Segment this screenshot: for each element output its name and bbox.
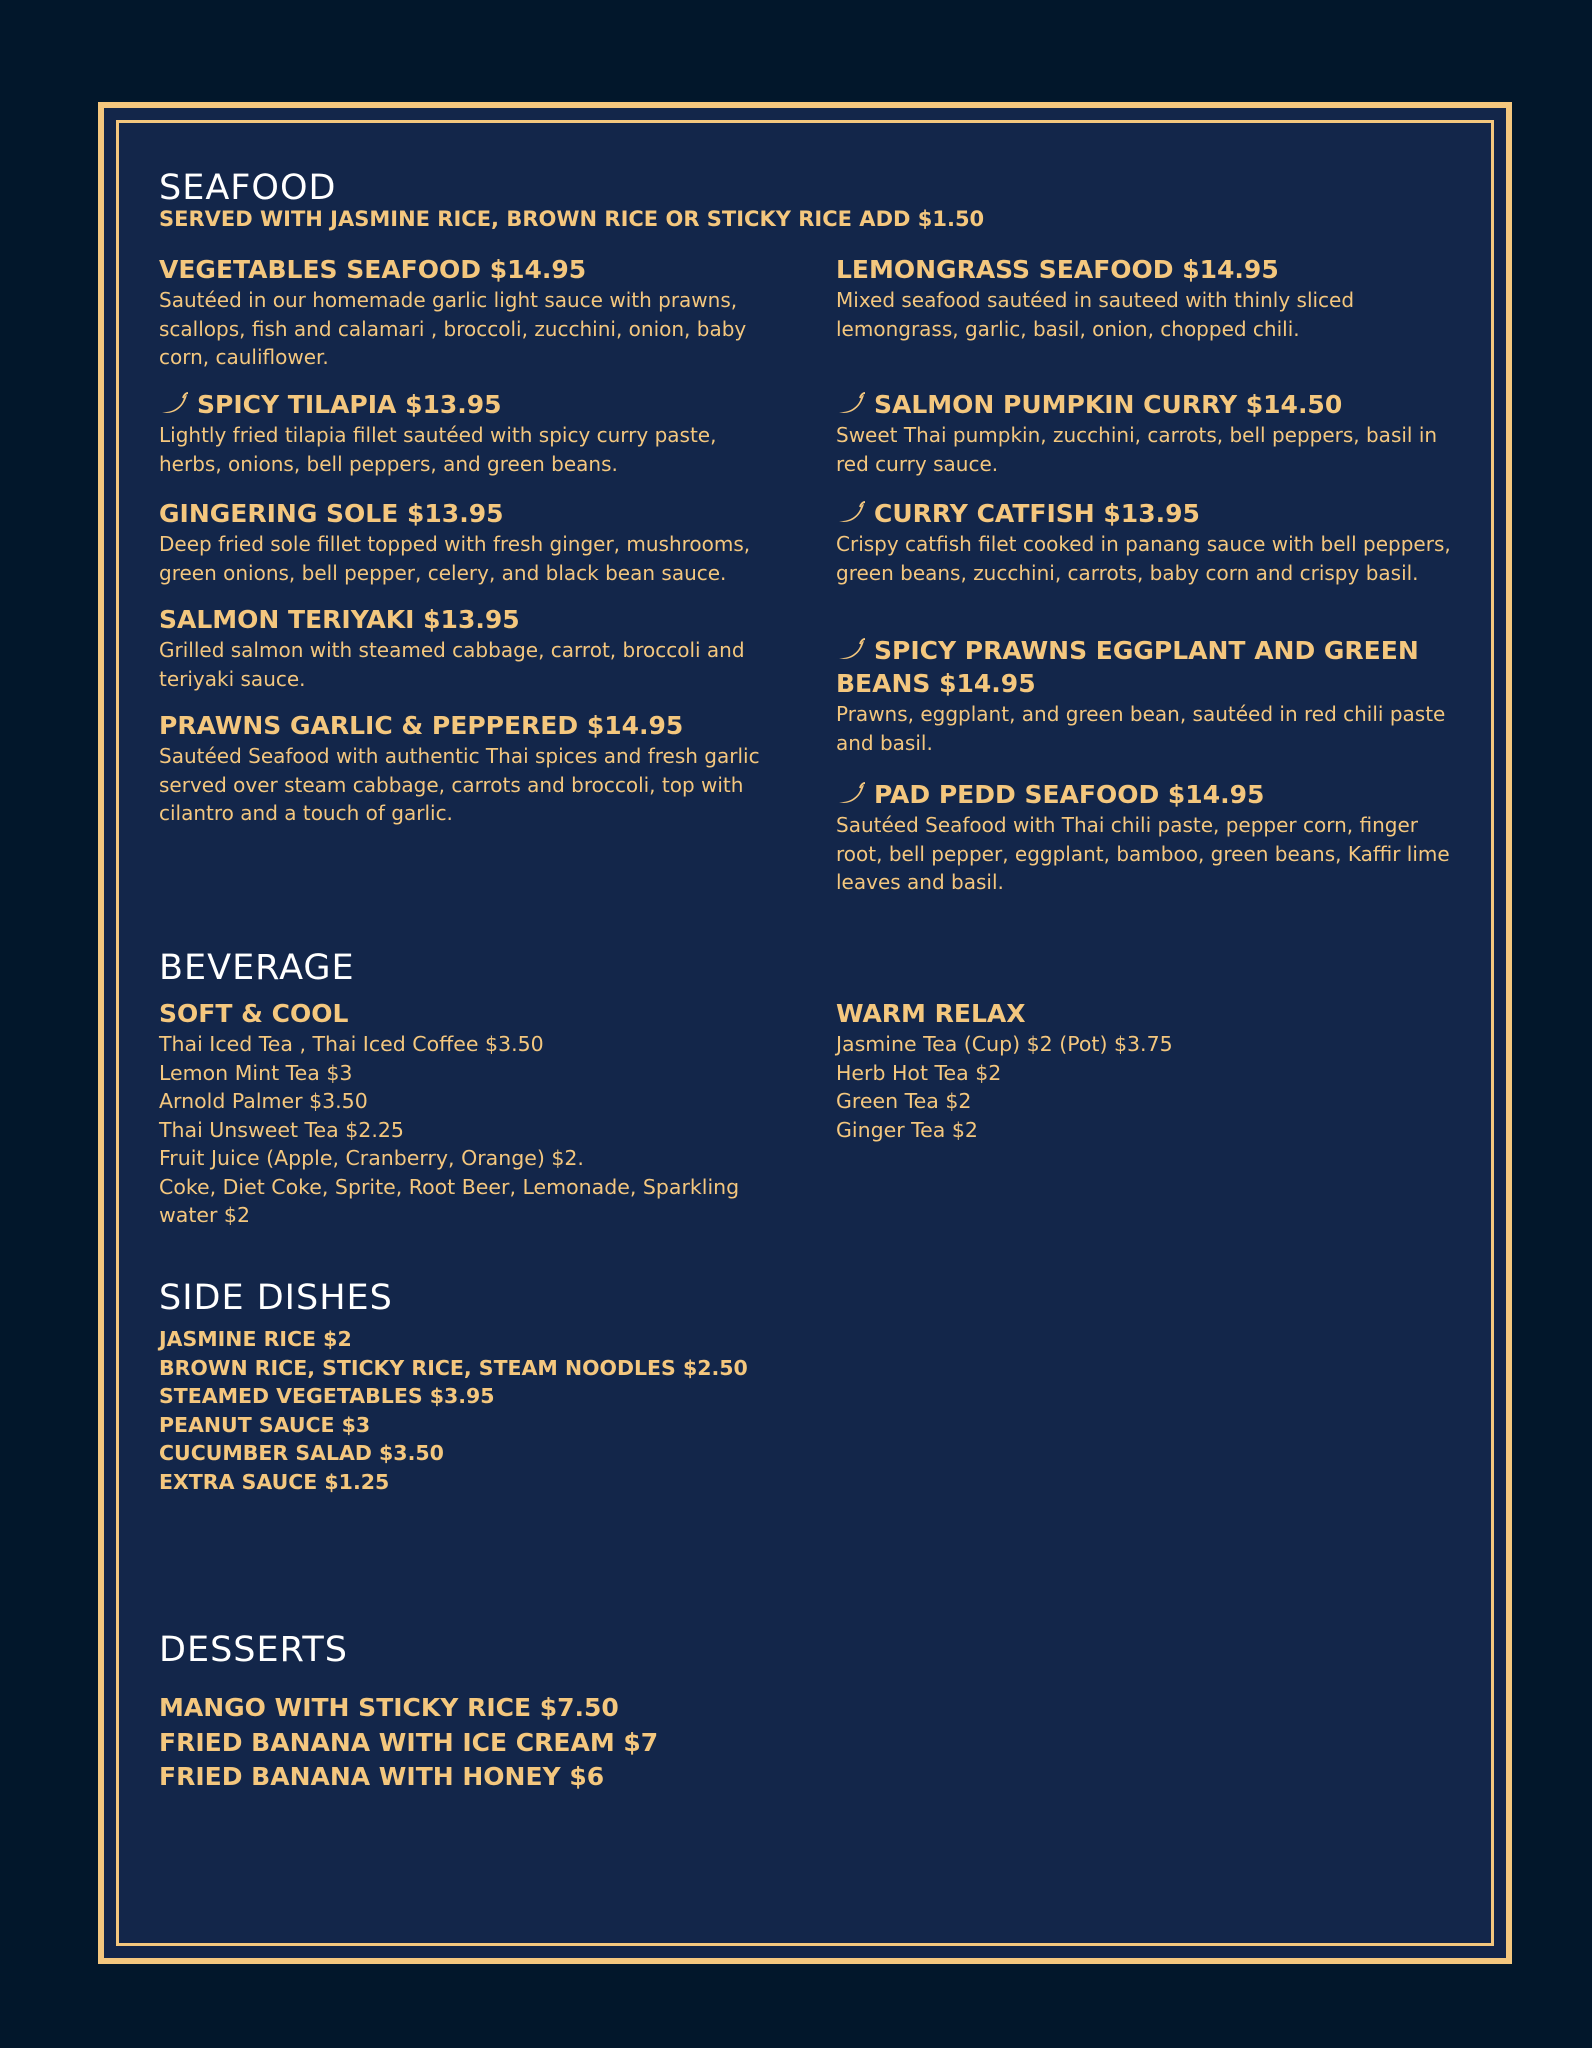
- list-item: Arnold Palmer $3.50: [159, 1089, 368, 1113]
- item-name: SPICY PRAWNS EGGPLANT AND GREEN BEANS $14.95: [836, 636, 1419, 698]
- list-item: MANGO WITH STICKY RICE $7.50: [159, 1693, 619, 1722]
- list-item: FRIED BANANA WITH ICE CREAM $7: [159, 1727, 659, 1757]
- menu-item: [159, 253, 779, 372]
- list-item: Coke, Diet Coke, Sprite, Root Beer, Lemonade, Sparkling water $2: [159, 1174, 740, 1227]
- menu-item: [159, 709, 779, 828]
- item-name: SALMON PUMPKIN CURRY $14.50: [874, 390, 1343, 419]
- item-name: SPICY TILAPIA $13.95: [197, 390, 502, 419]
- side-dishes-title: SIDE DISHES: [159, 1278, 393, 1318]
- item-description: Sweet Thai pumpkin, zucchini, carrots, bell peppers, basil in red curry sauce.: [836, 423, 1438, 476]
- list-item: STEAMED VEGETABLES $3.95: [159, 1384, 495, 1408]
- list-item: EXTRA SAUCE $1.25: [159, 1469, 390, 1494]
- desserts-title: DESSERTS: [159, 1630, 348, 1670]
- list-item: CUCUMBER SALAD $3.50: [159, 1441, 444, 1465]
- list-item: Green Tea $2: [836, 1089, 972, 1113]
- list-item: PEANUT SAUCE $3: [159, 1412, 371, 1437]
- item-name: GINGERING SOLE $13.95: [159, 499, 504, 528]
- desserts-list: [159, 1691, 859, 1795]
- list-item: Herb Hot Tea $2: [836, 1060, 1002, 1085]
- side-dishes-list: [159, 1325, 859, 1496]
- list-item: Fruit Juice (Apple, Cranberry, Orange) $2.: [159, 1146, 584, 1170]
- item-description: Mixed seafood sautéed in sauteed with thinly sliced lemongrass, garlic, basil, onion, chopped chili.: [836, 288, 1355, 341]
- item-description: Sautéed in our homemade garlic light sauce with prawns, scallops, fish and calamari , broccoli, zucchini, onion, baby corn, cauliflower.: [159, 288, 747, 369]
- menu-item: [836, 778, 1456, 897]
- chili-pepper-icon: [836, 782, 866, 806]
- menu-item: [836, 388, 1456, 478]
- item-description: Lightly fried tilapia fillet sautéed with spicy curry paste, herbs, onions, bell peppers, and green beans.: [159, 423, 717, 476]
- menu-item: [836, 253, 1456, 343]
- chili-pepper-icon: [836, 501, 866, 525]
- chili-pepper-icon: [836, 392, 866, 416]
- list-item: JASMINE RICE $2: [159, 1327, 352, 1351]
- item-name: PAD PEDD SEAFOOD $14.95: [874, 780, 1265, 809]
- list-item: Thai Unsweet Tea $2.25: [159, 1117, 404, 1142]
- list-item: Thai Iced Tea , Thai Iced Coffee $3.50: [159, 1032, 544, 1056]
- item-description: Prawns, eggplant, and green bean, sautéed in red chili paste and basil.: [836, 702, 1446, 755]
- list-item: Lemon Mint Tea $3: [159, 1060, 353, 1085]
- item-name: SALMON TERIYAKI $13.95: [159, 605, 520, 634]
- soft-drinks-heading: SOFT & COOL: [159, 999, 349, 1028]
- menu-item: [159, 497, 779, 587]
- beverage-title: BEVERAGE: [159, 948, 355, 988]
- item-description: Grilled salmon with steamed cabbage, carrot, broccoli and teriyaki sauce.: [159, 638, 745, 691]
- list-item: Ginger Tea $2: [836, 1117, 978, 1142]
- warm-drinks-heading: WARM RELAX: [836, 999, 1026, 1028]
- seafood-title: SEAFOOD: [159, 168, 337, 208]
- item-name: PRAWNS GARLIC & PEPPERED $14.95: [159, 711, 684, 740]
- item-description: Sautéed Seafood with authentic Thai spices and fresh garlic served over steam cabbage, carrots and broccoli, top with cilantro and a touch of garlic.: [159, 744, 760, 825]
- menu-item: [836, 634, 1456, 757]
- menu-item: [836, 497, 1456, 587]
- item-name: LEMONGRASS SEAFOOD $14.95: [836, 255, 1279, 284]
- list-item: Jasmine Tea (Cup) $2 (Pot) $3.75: [836, 1032, 1173, 1056]
- item-name: VEGETABLES SEAFOOD $14.95: [159, 255, 587, 284]
- menu-item: [159, 603, 779, 693]
- list-item: BROWN RICE, STICKY RICE, STEAM NOODLES $2.50: [159, 1355, 748, 1380]
- chili-pepper-icon: [836, 638, 866, 662]
- warm-drinks-list: [836, 997, 1436, 1144]
- soft-drinks-list: [159, 997, 779, 1230]
- item-description: Crispy catfish filet cooked in panang sauce with bell peppers, green beans, zucchini, carrots, baby corn and crispy basil.: [836, 532, 1451, 585]
- item-description: Sautéed Seafood with Thai chili paste, pepper corn, finger root, bell pepper, eggplant, bamboo, green beans, Kaffir lime leaves and basil.: [836, 813, 1450, 894]
- seafood-subtitle: SERVED WITH JASMINE RICE, BROWN RICE OR STICKY RICE ADD $1.50: [159, 207, 985, 231]
- item-description: Deep fried sole fillet topped with fresh ginger, mushrooms, green onions, bell pepper, celery, and black bean sauce.: [159, 532, 751, 585]
- chili-pepper-icon: [159, 392, 189, 416]
- item-name: CURRY CATFISH $13.95: [874, 499, 1200, 528]
- menu-item: [159, 388, 779, 478]
- list-item: FRIED BANANA WITH HONEY $6: [159, 1762, 605, 1791]
